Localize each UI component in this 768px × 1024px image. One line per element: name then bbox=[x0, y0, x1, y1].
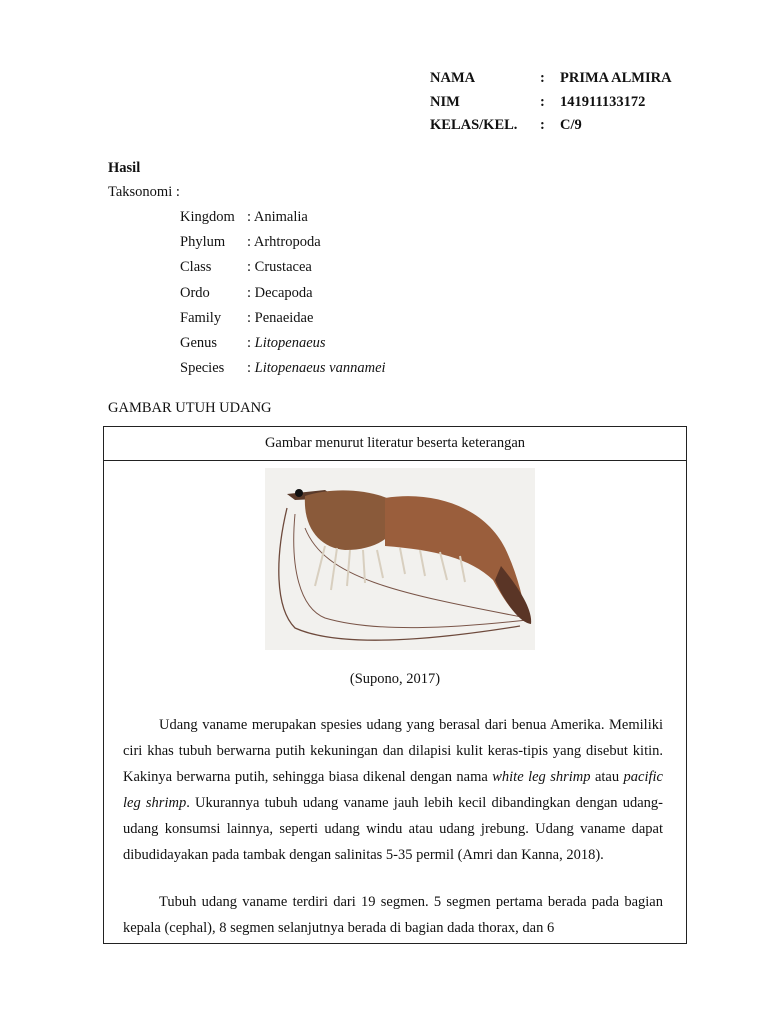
info-value: 141911133172 bbox=[560, 93, 646, 110]
paragraph-text: Tubuh udang vaname terdiri dari 19 segmen. 5 segmen pertama berada pada bagian kepala (cephal), 8 segmen selanjutnya berada di bagian dada thorax, dan 6 bbox=[123, 894, 663, 936]
taxonomy-value: : bbox=[247, 360, 255, 377]
paragraph-italic-term: pacific leg shrimp bbox=[123, 769, 663, 811]
taxonomy-rank: Kingdom bbox=[180, 209, 235, 225]
description-paragraph bbox=[123, 712, 663, 868]
taxonomy-value: : Decapoda bbox=[247, 284, 313, 301]
taxonomy-rank: Genus bbox=[180, 334, 218, 351]
taxonomy-rank: Species bbox=[180, 360, 225, 377]
taxonomy-value-italic: Litopenaeus vannamei bbox=[254, 360, 386, 377]
taxonomy-label: Taksonomi : bbox=[108, 184, 180, 200]
taxonomy-rank: Phylum bbox=[180, 234, 226, 251]
paragraph-text: . Ukurannya tubuh udang vaname jauh lebih kecil dibandingkan dengan udang-udang konsumsi lainnya, seperti udang windu atau udang jrebung. Udang vaname dapat dibudidayakan pada tambak dengan salinitas 5-35 permil (Amri dan Kanna, 2018). bbox=[123, 795, 663, 863]
paragraph-text: Udang vaname merupakan spesies udang yang berasal dari benua Amerika. Memiliki ciri khas tubuh berwarna putih kekuningan dan dilapisi kulit keras-tipis yang disebut kitin. Kakinya berwarna putih, sehingga biasa dikenal dengan nama bbox=[123, 717, 663, 785]
info-separator: : bbox=[540, 117, 545, 133]
taxonomy-rank: Class bbox=[180, 259, 212, 276]
taxonomy-row bbox=[180, 285, 386, 310]
info-key: NAMA bbox=[430, 70, 476, 86]
taxonomy-row bbox=[180, 360, 386, 385]
taxonomy-value: : Crustacea bbox=[247, 259, 312, 276]
info-separator: : bbox=[540, 93, 545, 110]
taxonomy-row bbox=[180, 234, 386, 259]
figure-citation: (Supono, 2017) bbox=[349, 671, 441, 687]
taxonomy-rank: Family bbox=[180, 309, 222, 326]
taxonomy-value: : Animalia bbox=[247, 209, 308, 225]
info-separator: : bbox=[540, 70, 545, 86]
table-header: Gambar menurut literatur beserta keterangan bbox=[104, 427, 686, 461]
taxonomy-list bbox=[180, 209, 386, 385]
figure-section-title: GAMBAR UTUH UDANG bbox=[108, 400, 272, 416]
taxonomy-value: : Penaeidae bbox=[247, 309, 314, 326]
taxonomy-row bbox=[180, 259, 386, 284]
taxonomy-value: : bbox=[247, 334, 255, 351]
info-key: NIM bbox=[430, 93, 460, 110]
info-row-name bbox=[430, 70, 672, 94]
paragraph-text: atau bbox=[590, 769, 624, 785]
paragraph-italic-term: white leg shrimp bbox=[492, 769, 591, 785]
info-value: C/9 bbox=[560, 117, 582, 133]
taxonomy-rank: Ordo bbox=[180, 284, 210, 301]
info-key: KELAS/KEL. bbox=[430, 117, 518, 133]
taxonomy-row bbox=[180, 335, 386, 360]
taxonomy-value-italic: Litopenaeus bbox=[254, 334, 326, 351]
info-value: PRIMA ALMIRA bbox=[560, 70, 672, 86]
taxonomy-row bbox=[180, 310, 386, 335]
taxonomy-row bbox=[180, 209, 386, 234]
info-row-nim bbox=[430, 94, 672, 118]
section-title: Hasil bbox=[108, 160, 141, 176]
figure-table bbox=[103, 426, 687, 944]
taxonomy-value: : Arhtropoda bbox=[247, 234, 321, 251]
student-info bbox=[430, 70, 672, 141]
info-row-class bbox=[430, 117, 672, 141]
segment-paragraph bbox=[123, 889, 663, 941]
shrimp-image bbox=[265, 468, 535, 650]
